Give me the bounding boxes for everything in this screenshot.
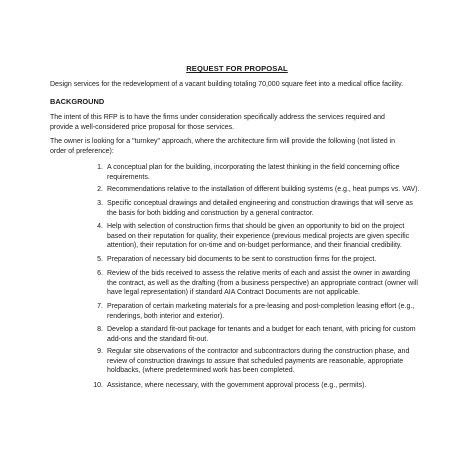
text-line: based on their reputation for quality, their experience (previous medical projects are given specific bbox=[107, 232, 410, 240]
text-line: Recommendations relative to the installation of different building systems (e.g., heat pumps vs. VAV). bbox=[107, 186, 420, 193]
list-item bbox=[97, 199, 437, 218]
text-line: The owner is looking for a "turnkey" approach, where the architecture firm will provide the following (not listed in bbox=[50, 138, 396, 145]
intro-paragraph: Design services for the redevelopment of a vacant building totaling 70,000 square feet into a medical office facility. bbox=[50, 81, 404, 88]
text-line: Specific conceptual drawings and detailed engineering and construction drawings that will serve as bbox=[107, 200, 413, 207]
document-title: REQUEST FOR PROPOSAL bbox=[186, 64, 288, 73]
intent-paragraph bbox=[50, 113, 440, 133]
list-item bbox=[97, 255, 437, 265]
list-item bbox=[97, 185, 437, 195]
list-number: 9. bbox=[97, 348, 103, 355]
text-line: requirements. bbox=[107, 173, 150, 181]
text-line: Develop a standard fit-out package for tenants and a budget for each tenant, with pricing for custom bbox=[107, 326, 416, 333]
text-line: provide a well-considered price proposal for those services. bbox=[50, 124, 235, 131]
list-item bbox=[93, 381, 437, 391]
text-line: the contract, as well as the drafting (from a business perspective) an appropriate contract (owner will bbox=[107, 279, 418, 287]
list-number: 3. bbox=[97, 200, 103, 207]
list-item bbox=[97, 222, 437, 251]
background-heading: BACKGROUND bbox=[50, 97, 105, 106]
text-line: renderings, both interior and exterior). bbox=[107, 312, 225, 320]
list-item bbox=[97, 325, 437, 344]
list-number: 1. bbox=[97, 164, 103, 171]
list-number: 7. bbox=[97, 303, 103, 310]
text-line: the basis for both bidding and construction by a general contractor. bbox=[107, 209, 314, 217]
text-line: Assistance, where necessary, with the government approval process (e.g., permits). bbox=[107, 382, 367, 389]
list-number: 4. bbox=[97, 223, 103, 230]
list-item bbox=[97, 347, 437, 376]
list-number: 5. bbox=[97, 256, 103, 263]
text-line: have legal representation) if standard AIA Contract Documents are not applicable. bbox=[107, 289, 360, 296]
text-line: holdbacks, (where predetermined work has been completed. bbox=[107, 367, 295, 374]
text-line: Regular site observations of the contractor and subcontractors during the construction phase, and bbox=[107, 348, 410, 355]
text-line: A conceptual plan for the building, incorporating the latest thinking in the field concerning office bbox=[107, 164, 400, 171]
text-line: The intent of this RFP is to have the firms under consideration specifically address the services required and bbox=[50, 114, 385, 121]
text-line: order of preference): bbox=[50, 148, 114, 155]
text-line: Help with selection of construction firms that should be given an opportunity to bid on the project bbox=[107, 223, 405, 230]
text-line: Preparation of necessary bid documents to be sent to construction firms for the project. bbox=[107, 256, 377, 263]
list-number: 2. bbox=[97, 186, 103, 193]
text-line: review of construction drawings to assure that scheduled payments are reasonable, appropriate bbox=[107, 357, 404, 365]
owner-paragraph bbox=[50, 137, 440, 157]
text-line: add-ons and the standard fit-out. bbox=[107, 335, 209, 343]
list-number: 6. bbox=[97, 270, 103, 277]
list-item bbox=[97, 302, 437, 321]
list-number: 8. bbox=[97, 326, 103, 333]
text-line: Review of the bids received to assess the relative merits of each and assist the owner in awarding bbox=[107, 270, 411, 277]
list-number: 10. bbox=[93, 382, 103, 389]
list-item bbox=[97, 269, 437, 298]
text-line: attention), their reputation for on-time and on-budget performance, and their financial credibility. bbox=[107, 242, 402, 249]
list-item bbox=[97, 163, 437, 182]
text-line: Preparation of certain marketing materials for a pre-leasing and post-completion leasing effort (e.g., bbox=[107, 303, 415, 310]
